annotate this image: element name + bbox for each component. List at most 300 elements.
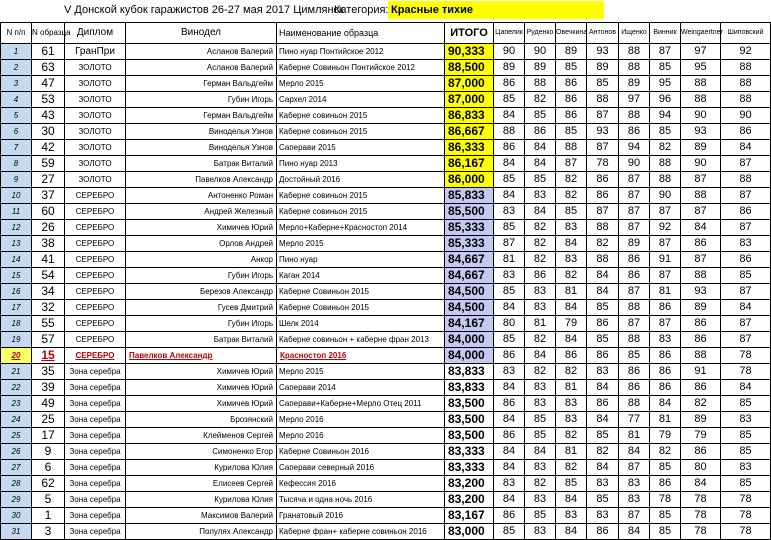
total-score[interactable]: 88,500: [445, 60, 494, 76]
judge-score[interactable]: 81: [556, 380, 587, 396]
diploma-cell[interactable]: СЕРЕБРО: [65, 316, 126, 332]
judge-score[interactable]: 80: [681, 460, 721, 476]
diploma-cell[interactable]: ЗОЛОТО: [65, 92, 126, 108]
judge-score[interactable]: 86: [494, 396, 525, 412]
diploma-cell[interactable]: Зона серебра: [65, 428, 126, 444]
judge-score[interactable]: 85: [494, 524, 525, 540]
judge-score[interactable]: 85: [587, 332, 619, 348]
judge-score[interactable]: 88: [619, 396, 650, 412]
judge-score[interactable]: 85: [556, 124, 587, 140]
row-number[interactable]: 1: [1, 44, 32, 60]
total-score[interactable]: 86,833: [445, 108, 494, 124]
total-score[interactable]: 86,333: [445, 140, 494, 156]
judge-score[interactable]: 85: [721, 268, 771, 284]
judge-score[interactable]: 86: [650, 348, 681, 364]
row-number[interactable]: 30: [1, 508, 32, 524]
sample-number[interactable]: 9: [32, 444, 65, 460]
judge-score[interactable]: 86: [721, 204, 771, 220]
judge-score[interactable]: 88: [681, 92, 721, 108]
judge-score[interactable]: 83: [556, 252, 587, 268]
judge-score[interactable]: 78: [650, 492, 681, 508]
judge-score[interactable]: 87: [587, 204, 619, 220]
winemaker-cell[interactable]: Симоненко Егор: [126, 444, 277, 460]
row-number[interactable]: 13: [1, 236, 32, 252]
total-score[interactable]: 90,333: [445, 44, 494, 60]
diploma-cell[interactable]: СЕРЕБРО: [65, 284, 126, 300]
row-number[interactable]: 7: [1, 140, 32, 156]
sample-number[interactable]: 57: [32, 332, 65, 348]
sample-number[interactable]: 47: [32, 76, 65, 92]
header-judge[interactable]: Цапелик: [494, 23, 525, 44]
total-score[interactable]: 83,200: [445, 476, 494, 492]
product-cell[interactable]: Каберне Совиньон Понтийское 2012: [277, 60, 445, 76]
judge-score[interactable]: 83: [525, 524, 556, 540]
judge-score[interactable]: 88: [619, 332, 650, 348]
diploma-cell[interactable]: ЗОЛОТО: [65, 108, 126, 124]
winemaker-cell[interactable]: Губин Игорь: [126, 316, 277, 332]
sample-number[interactable]: 3: [32, 524, 65, 540]
total-score[interactable]: 83,167: [445, 508, 494, 524]
judge-score[interactable]: 82: [556, 188, 587, 204]
judge-score[interactable]: 86: [650, 300, 681, 316]
judge-score[interactable]: 82: [525, 92, 556, 108]
judge-score[interactable]: 89: [681, 140, 721, 156]
judge-score[interactable]: 84: [494, 412, 525, 428]
judge-score[interactable]: 86: [619, 380, 650, 396]
product-cell[interactable]: Каберне совиньон 2015: [277, 108, 445, 124]
product-cell[interactable]: Саперави 2015: [277, 140, 445, 156]
total-score[interactable]: 84,500: [445, 300, 494, 316]
judge-score[interactable]: 84: [556, 524, 587, 540]
judge-score[interactable]: 86: [619, 268, 650, 284]
sample-number[interactable]: 61: [32, 44, 65, 60]
total-score[interactable]: 84,500: [445, 284, 494, 300]
judge-score[interactable]: 82: [525, 252, 556, 268]
row-number[interactable]: 17: [1, 300, 32, 316]
total-score[interactable]: 84,667: [445, 268, 494, 284]
product-cell[interactable]: Пино нуар: [277, 252, 445, 268]
judge-score[interactable]: 85: [556, 60, 587, 76]
judge-score[interactable]: 95: [681, 60, 721, 76]
judge-score[interactable]: 93: [681, 284, 721, 300]
judge-score[interactable]: 78: [587, 156, 619, 172]
judge-score[interactable]: 84: [619, 524, 650, 540]
sample-number[interactable]: 17: [32, 428, 65, 444]
judge-score[interactable]: 84: [587, 284, 619, 300]
judge-score[interactable]: 78: [681, 508, 721, 524]
product-cell[interactable]: Каберне совиньон + каберне фран 2013: [277, 332, 445, 348]
header-judge[interactable]: Ищенко: [619, 23, 650, 44]
judge-score[interactable]: 84: [587, 460, 619, 476]
judge-score[interactable]: 88: [619, 44, 650, 60]
winemaker-cell[interactable]: Гусев Дмитрий: [126, 300, 277, 316]
judge-score[interactable]: 88: [681, 188, 721, 204]
judge-score[interactable]: 81: [556, 284, 587, 300]
sample-number[interactable]: 27: [32, 172, 65, 188]
judge-score[interactable]: 88: [619, 300, 650, 316]
judge-score[interactable]: 85: [721, 396, 771, 412]
total-score[interactable]: 86,667: [445, 124, 494, 140]
judge-score[interactable]: 82: [525, 476, 556, 492]
diploma-cell[interactable]: Зона серебра: [65, 444, 126, 460]
judge-score[interactable]: 93: [587, 44, 619, 60]
judge-score[interactable]: 84: [494, 188, 525, 204]
judge-score[interactable]: 84: [494, 300, 525, 316]
judge-score[interactable]: 87: [650, 44, 681, 60]
judge-score[interactable]: 85: [556, 476, 587, 492]
judge-score[interactable]: 85: [494, 92, 525, 108]
header-winemaker[interactable]: Винодел: [126, 23, 277, 44]
judge-score[interactable]: 84: [494, 460, 525, 476]
diploma-cell[interactable]: Зона серебра: [65, 508, 126, 524]
diploma-cell[interactable]: ЗОЛОТО: [65, 172, 126, 188]
judge-score[interactable]: 84: [494, 492, 525, 508]
row-number[interactable]: 22: [1, 380, 32, 396]
diploma-cell[interactable]: Зона серебра: [65, 396, 126, 412]
judge-score[interactable]: 87: [681, 172, 721, 188]
judge-score[interactable]: 85: [650, 460, 681, 476]
header-num[interactable]: N п/п: [1, 23, 32, 44]
judge-score[interactable]: 88: [587, 92, 619, 108]
row-number[interactable]: 28: [1, 476, 32, 492]
judge-score[interactable]: 79: [556, 316, 587, 332]
judge-score[interactable]: 85: [650, 60, 681, 76]
judge-score[interactable]: 86: [494, 76, 525, 92]
row-number[interactable]: 16: [1, 284, 32, 300]
row-number[interactable]: 9: [1, 172, 32, 188]
judge-score[interactable]: 85: [525, 108, 556, 124]
winemaker-cell[interactable]: Химичев Юрий: [126, 220, 277, 236]
diploma-cell[interactable]: ГранПри: [65, 44, 126, 60]
judge-score[interactable]: 90: [494, 44, 525, 60]
winemaker-cell[interactable]: Антоненко Роман: [126, 188, 277, 204]
judge-score[interactable]: 93: [587, 124, 619, 140]
judge-score[interactable]: 81: [556, 444, 587, 460]
row-number[interactable]: 11: [1, 204, 32, 220]
sample-number[interactable]: 32: [32, 300, 65, 316]
product-cell[interactable]: Пино нуар Понтийское 2012: [277, 44, 445, 60]
sample-number[interactable]: 59: [32, 156, 65, 172]
judge-score[interactable]: 84: [494, 380, 525, 396]
winemaker-cell[interactable]: Асланов Валерий: [126, 44, 277, 60]
judge-score[interactable]: 85: [587, 76, 619, 92]
judge-score[interactable]: 82: [525, 236, 556, 252]
winemaker-cell[interactable]: Герман Вальдгейм: [126, 76, 277, 92]
total-score[interactable]: 83,500: [445, 396, 494, 412]
sample-number[interactable]: 30: [32, 124, 65, 140]
row-number[interactable]: 12: [1, 220, 32, 236]
winemaker-cell[interactable]: Брозянский: [126, 412, 277, 428]
judge-score[interactable]: 90: [525, 44, 556, 60]
sample-number[interactable]: 49: [32, 396, 65, 412]
row-number[interactable]: 5: [1, 108, 32, 124]
row-number[interactable]: 6: [1, 124, 32, 140]
judge-score[interactable]: 87: [587, 108, 619, 124]
judge-score[interactable]: 84: [721, 140, 771, 156]
judge-score[interactable]: 85: [494, 332, 525, 348]
judge-score[interactable]: 88: [587, 252, 619, 268]
judge-score[interactable]: 84: [494, 108, 525, 124]
sample-number[interactable]: 35: [32, 364, 65, 380]
row-number[interactable]: 29: [1, 492, 32, 508]
sample-number[interactable]: 38: [32, 236, 65, 252]
winemaker-cell[interactable]: Батрак Виталий: [126, 332, 277, 348]
judge-score[interactable]: 88: [721, 76, 771, 92]
judge-score[interactable]: 81: [619, 428, 650, 444]
sample-number[interactable]: 1: [32, 508, 65, 524]
judge-score[interactable]: 87: [721, 156, 771, 172]
judge-score[interactable]: 86: [650, 364, 681, 380]
judge-score[interactable]: 83: [619, 476, 650, 492]
judge-score[interactable]: 86: [587, 396, 619, 412]
product-cell[interactable]: Гранатовый 2016: [277, 508, 445, 524]
header-judge[interactable]: Антонов: [587, 23, 619, 44]
judge-score[interactable]: 82: [556, 268, 587, 284]
header-judge[interactable]: Овечкина: [556, 23, 587, 44]
judge-score[interactable]: 81: [650, 412, 681, 428]
product-cell[interactable]: Каберне Совиньон 2015: [277, 284, 445, 300]
row-number[interactable]: 25: [1, 428, 32, 444]
row-number[interactable]: 2: [1, 60, 32, 76]
judge-score[interactable]: 85: [721, 476, 771, 492]
judge-score[interactable]: 83: [494, 204, 525, 220]
total-score[interactable]: 83,333: [445, 444, 494, 460]
judge-score[interactable]: 86: [587, 524, 619, 540]
judge-score[interactable]: 84: [525, 156, 556, 172]
judge-score[interactable]: 82: [681, 396, 721, 412]
total-score[interactable]: 84,667: [445, 252, 494, 268]
product-cell[interactable]: Каберне совиньон 2015: [277, 188, 445, 204]
judge-score[interactable]: 93: [681, 124, 721, 140]
judge-score[interactable]: 87: [494, 236, 525, 252]
product-cell[interactable]: Мерло 2015: [277, 236, 445, 252]
winemaker-cell[interactable]: Химичев Юрий: [126, 396, 277, 412]
judge-score[interactable]: 91: [650, 252, 681, 268]
judge-score[interactable]: 77: [619, 412, 650, 428]
judge-score[interactable]: 87: [619, 172, 650, 188]
sample-number[interactable]: 41: [32, 252, 65, 268]
diploma-cell[interactable]: Зона серебра: [65, 524, 126, 540]
row-number[interactable]: 21: [1, 364, 32, 380]
judge-score[interactable]: 84: [556, 300, 587, 316]
judge-score[interactable]: 85: [525, 508, 556, 524]
judge-score[interactable]: 85: [650, 124, 681, 140]
judge-score[interactable]: 91: [681, 364, 721, 380]
winemaker-cell[interactable]: Герман Вальдгейм: [126, 108, 277, 124]
total-score[interactable]: 85,333: [445, 236, 494, 252]
judge-score[interactable]: 87: [619, 188, 650, 204]
judge-score[interactable]: 87: [721, 220, 771, 236]
judge-score[interactable]: 84: [556, 332, 587, 348]
row-number[interactable]: 27: [1, 460, 32, 476]
judge-score[interactable]: 84: [619, 444, 650, 460]
judge-score[interactable]: 86: [587, 348, 619, 364]
total-score[interactable]: 83,833: [445, 380, 494, 396]
judge-score[interactable]: 89: [556, 44, 587, 60]
diploma-cell[interactable]: Зона серебра: [65, 364, 126, 380]
judge-score[interactable]: 83: [556, 396, 587, 412]
judge-score[interactable]: 87: [650, 268, 681, 284]
row-number[interactable]: 14: [1, 252, 32, 268]
judge-score[interactable]: 85: [587, 492, 619, 508]
judge-score[interactable]: 86: [681, 444, 721, 460]
judge-score[interactable]: 86: [587, 316, 619, 332]
judge-score[interactable]: 90: [681, 108, 721, 124]
judge-score[interactable]: 82: [556, 172, 587, 188]
judge-score[interactable]: 87: [681, 252, 721, 268]
row-number[interactable]: 20: [1, 348, 32, 364]
judge-score[interactable]: 86: [650, 380, 681, 396]
judge-score[interactable]: 86: [681, 332, 721, 348]
judge-score[interactable]: 88: [650, 156, 681, 172]
judge-score[interactable]: 87: [619, 508, 650, 524]
row-number[interactable]: 8: [1, 156, 32, 172]
judge-score[interactable]: 94: [650, 108, 681, 124]
judge-score[interactable]: 82: [587, 444, 619, 460]
total-score[interactable]: 83,500: [445, 412, 494, 428]
judge-score[interactable]: 86: [525, 124, 556, 140]
judge-score[interactable]: 84: [525, 204, 556, 220]
judge-score[interactable]: 84: [721, 300, 771, 316]
judge-score[interactable]: 82: [525, 364, 556, 380]
judge-score[interactable]: 85: [587, 300, 619, 316]
judge-score[interactable]: 87: [721, 188, 771, 204]
judge-score[interactable]: 85: [587, 428, 619, 444]
judge-score[interactable]: 84: [721, 380, 771, 396]
judge-score[interactable]: 80: [494, 316, 525, 332]
sample-number[interactable]: 53: [32, 92, 65, 108]
judge-score[interactable]: 86: [619, 364, 650, 380]
judge-score[interactable]: 87: [650, 236, 681, 252]
judge-score[interactable]: 83: [619, 492, 650, 508]
row-number[interactable]: 4: [1, 92, 32, 108]
product-cell[interactable]: Мерло+Каберне+Красностоп 2014: [277, 220, 445, 236]
judge-score[interactable]: 85: [650, 524, 681, 540]
winemaker-cell[interactable]: Андрей Железный: [126, 204, 277, 220]
judge-score[interactable]: 88: [721, 172, 771, 188]
category-value[interactable]: Красные тихие: [388, 1, 604, 19]
judge-score[interactable]: 85: [619, 348, 650, 364]
judge-score[interactable]: 86: [556, 76, 587, 92]
product-cell[interactable]: Саперави северный 2016: [277, 460, 445, 476]
product-cell[interactable]: Саперави 2014: [277, 380, 445, 396]
judge-score[interactable]: 95: [650, 76, 681, 92]
product-cell[interactable]: Шелк 2014: [277, 316, 445, 332]
diploma-cell[interactable]: СЕРЕБРО: [65, 236, 126, 252]
diploma-cell[interactable]: СЕРЕБРО: [65, 332, 126, 348]
judge-score[interactable]: 83: [494, 476, 525, 492]
judge-score[interactable]: 85: [650, 508, 681, 524]
diploma-cell[interactable]: СЕРЕБРО: [65, 252, 126, 268]
header-judge[interactable]: Шиповский: [721, 23, 771, 44]
judge-score[interactable]: 86: [721, 124, 771, 140]
winemaker-cell[interactable]: Курилова Юлия: [126, 460, 277, 476]
judge-score[interactable]: 87: [721, 284, 771, 300]
judge-score[interactable]: 88: [650, 172, 681, 188]
judge-score[interactable]: 84: [587, 412, 619, 428]
total-score[interactable]: 85,833: [445, 188, 494, 204]
total-score[interactable]: 85,333: [445, 220, 494, 236]
judge-score[interactable]: 82: [556, 428, 587, 444]
row-number[interactable]: 18: [1, 316, 32, 332]
judge-score[interactable]: 86: [494, 348, 525, 364]
row-number[interactable]: 24: [1, 412, 32, 428]
judge-score[interactable]: 82: [650, 444, 681, 460]
row-number[interactable]: 3: [1, 76, 32, 92]
sample-number[interactable]: 26: [32, 220, 65, 236]
diploma-cell[interactable]: Зона серебра: [65, 460, 126, 476]
judge-score[interactable]: 89: [681, 412, 721, 428]
diploma-cell[interactable]: СЕРЕБРО: [65, 268, 126, 284]
sample-number[interactable]: 34: [32, 284, 65, 300]
total-score[interactable]: 83,000: [445, 524, 494, 540]
winemaker-cell[interactable]: Виноделья Узнов: [126, 124, 277, 140]
judge-score[interactable]: 87: [650, 204, 681, 220]
judge-score[interactable]: 82: [556, 364, 587, 380]
judge-score[interactable]: 78: [721, 508, 771, 524]
judge-score[interactable]: 84: [681, 476, 721, 492]
winemaker-cell[interactable]: Елисеев Сергей: [126, 476, 277, 492]
judge-score[interactable]: 86: [681, 316, 721, 332]
judge-score[interactable]: 86: [494, 508, 525, 524]
row-number[interactable]: 10: [1, 188, 32, 204]
diploma-cell[interactable]: Зона серебра: [65, 412, 126, 428]
judge-score[interactable]: 82: [587, 236, 619, 252]
judge-score[interactable]: 87: [681, 204, 721, 220]
judge-score[interactable]: 88: [556, 140, 587, 156]
total-score[interactable]: 84,000: [445, 332, 494, 348]
total-score[interactable]: 86,167: [445, 156, 494, 172]
judge-score[interactable]: 84: [587, 268, 619, 284]
sample-number[interactable]: 15: [32, 348, 65, 364]
judge-score[interactable]: 87: [650, 316, 681, 332]
product-cell[interactable]: Тысяча и одна ночь 2016: [277, 492, 445, 508]
judge-score[interactable]: 86: [556, 348, 587, 364]
diploma-cell[interactable]: ЗОЛОТО: [65, 124, 126, 140]
total-score[interactable]: 83,833: [445, 364, 494, 380]
winemaker-cell[interactable]: Березов Александр: [126, 284, 277, 300]
judge-score[interactable]: 90: [721, 108, 771, 124]
judge-score[interactable]: 85: [525, 412, 556, 428]
judge-score[interactable]: 87: [556, 156, 587, 172]
diploma-cell[interactable]: ЗОЛОТО: [65, 76, 126, 92]
row-number[interactable]: 15: [1, 268, 32, 284]
judge-score[interactable]: 88: [587, 220, 619, 236]
judge-score[interactable]: 84: [525, 348, 556, 364]
judge-score[interactable]: 89: [494, 60, 525, 76]
judge-score[interactable]: 90: [681, 156, 721, 172]
judge-score[interactable]: 83: [494, 364, 525, 380]
judge-score[interactable]: 86: [681, 380, 721, 396]
judge-score[interactable]: 87: [587, 140, 619, 156]
judge-score[interactable]: 83: [525, 396, 556, 412]
judge-score[interactable]: 83: [525, 300, 556, 316]
judge-score[interactable]: 82: [525, 220, 556, 236]
judge-score[interactable]: 90: [650, 188, 681, 204]
judge-score[interactable]: 88: [681, 348, 721, 364]
judge-score[interactable]: 83: [556, 220, 587, 236]
sample-number[interactable]: 60: [32, 204, 65, 220]
judge-score[interactable]: 81: [650, 284, 681, 300]
judge-score[interactable]: 88: [681, 268, 721, 284]
winemaker-cell[interactable]: Павелков Александр: [126, 172, 277, 188]
winemaker-cell[interactable]: Клейменов Сергей: [126, 428, 277, 444]
judge-score[interactable]: 83: [721, 236, 771, 252]
diploma-cell[interactable]: СЕРЕБРО: [65, 204, 126, 220]
total-score[interactable]: 83,200: [445, 492, 494, 508]
product-cell[interactable]: Мерло 2015: [277, 76, 445, 92]
sample-number[interactable]: 42: [32, 140, 65, 156]
